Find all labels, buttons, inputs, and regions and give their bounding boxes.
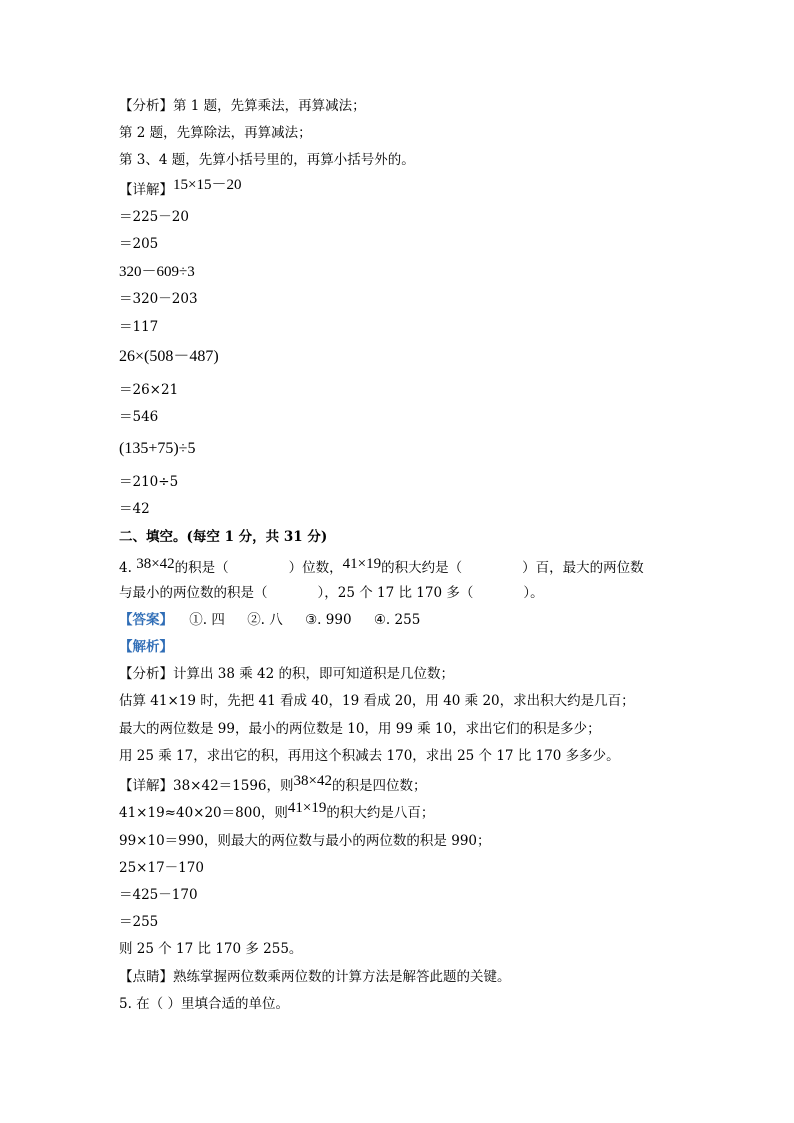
analysis-line-1: 【分析】第 1 题，先算乘法，再算减法； xyxy=(119,98,366,114)
detail-2-line-2 xyxy=(119,800,435,822)
question-4-line-2 xyxy=(119,584,544,602)
detail-2-line-1 xyxy=(119,773,427,795)
expr-3: 26×(508－487) xyxy=(119,348,219,365)
detail-2-expr-1: 38×42 xyxy=(293,773,332,789)
analysis-2-line-3: 最大的两位数是 99，最小的两位数是 10，用 99 乘 10，求出它们的积是多少； xyxy=(119,721,601,737)
analysis-2-line-1: 【分析】计算出 38 乘 42 的积，即可知道积是几位数； xyxy=(119,666,455,682)
answer-3: ③. 990 xyxy=(305,612,352,628)
step-4-2: ＝42 xyxy=(119,501,150,517)
analysis-2-line-2: 估算 41×19 时，先把 41 看成 40，19 看成 20，用 40 乘 20，求出积大约是几百； xyxy=(119,693,635,709)
detail-2-text-4: 的积大约是八百； xyxy=(326,805,435,821)
detail-2-line-3: 99×10＝990，则最大的两位数与最小的两位数的积是 990； xyxy=(119,833,491,849)
detail-2-text-2: 的积是四位数； xyxy=(332,778,427,794)
expr-4: (135+75)÷5 xyxy=(119,440,196,457)
question-number: 4. xyxy=(119,560,132,576)
step-3-1: ＝26×21 xyxy=(119,382,179,398)
step-3-2: ＝546 xyxy=(119,409,159,425)
answer-2: ②. 八 xyxy=(247,612,283,628)
analysis-line-2: 第 2 题，先算除法，再算减法； xyxy=(119,125,312,141)
detail-2-line-7: 则 25 个 17 比 170 多 255。 xyxy=(119,941,303,957)
answer-label: 【答案】 xyxy=(119,612,173,628)
q4-expr-b: 41×19 xyxy=(342,556,382,572)
expr-2: 320－609÷3 xyxy=(119,264,195,280)
analysis-2-line-4: 用 25 乘 17，求出它的积，再用这个积减去 170，求出 25 个 17 比 170 多多少。 xyxy=(119,748,620,764)
answer-1: ①. 四 xyxy=(189,612,225,628)
detail-2-line-4: 25×17－170 xyxy=(119,860,204,876)
section-title: 二、填空。(每空 1 分，共 31 分) xyxy=(119,529,328,545)
detail-2-line-5: ＝425－170 xyxy=(119,887,198,903)
q4-text-1: 的积是（ xyxy=(174,560,229,576)
q4-text-5: 与最小的两位数的积是（ xyxy=(119,585,268,601)
step-2-2: ＝117 xyxy=(119,319,159,335)
question-4-line-1 xyxy=(119,556,644,577)
question-5: 5. 在（ ）里填合适的单位。 xyxy=(119,996,289,1012)
q4-text-4: ）百，最大的两位数 xyxy=(522,560,644,576)
detail-label: 【详解】 xyxy=(119,182,173,198)
step-2-1: ＝320－203 xyxy=(119,291,198,307)
q4-text-7: ）。 xyxy=(523,585,544,601)
jiexi-label: 【解析】 xyxy=(119,639,173,655)
detail-2-expr-2: 41×19 xyxy=(287,800,327,816)
dianjing-line: 【点睛】熟练掌握两位数乘两位数的计算方法是解答此题的关键。 xyxy=(119,969,511,985)
step-1-2: ＝205 xyxy=(119,236,159,252)
q4-text-2: ）位数， xyxy=(288,560,343,576)
expr-1: 15×15－20 xyxy=(173,177,242,193)
detail-line-1 xyxy=(119,177,242,199)
analysis-line-3: 第 3、4 题，先算小括号里的，再算小括号外的。 xyxy=(119,152,415,168)
q4-expr-a: 38×42 xyxy=(136,556,175,572)
step-1-1: ＝225－20 xyxy=(119,209,189,225)
q4-text-6: ），25 个 17 比 170 多（ xyxy=(317,585,474,601)
detail-2-text-3: 41×19≈40×20＝800，则 xyxy=(119,805,288,821)
step-4-1: ＝210÷5 xyxy=(119,474,179,490)
answer-4: ④. 255 xyxy=(373,612,421,628)
detail-2-line-6: ＝255 xyxy=(119,914,159,930)
answer-line xyxy=(119,611,420,629)
detail-2-text-1: 【详解】38×42＝1596，则 xyxy=(119,778,294,794)
q4-text-3: 的积大约是（ xyxy=(381,560,463,576)
